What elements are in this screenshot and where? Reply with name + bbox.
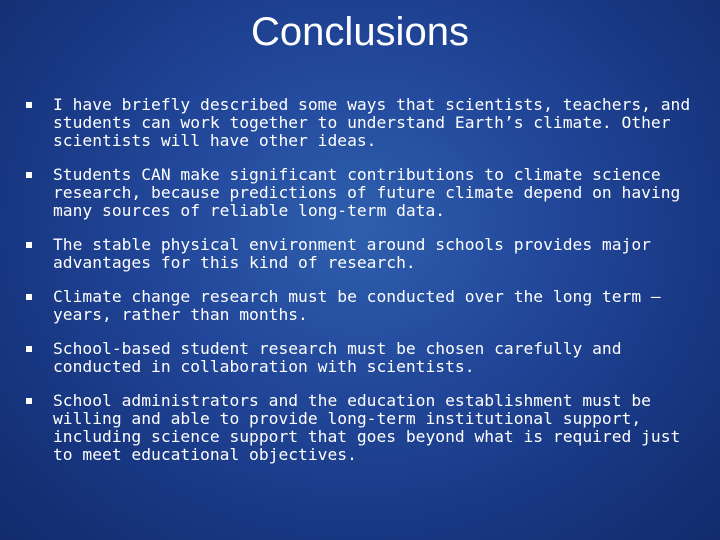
square-bullet-icon [26,346,32,352]
bullet-item [24,288,700,324]
bullet-text: Students CAN make significant contributions to climate science research, because predictions of future climate depend on having many sources of reliable long-term data. [53,165,681,220]
bullet-text: The stable physical environment around schools provides major advantages for this kind of research. [53,235,651,272]
bullet-item [24,96,700,150]
bullet-text: I have briefly described some ways that scientists, teachers, and students can work together to understand Earth’s climate. Other scientists will have other ideas. [53,95,691,150]
bullet-item [24,166,700,220]
bullet-text: School administrators and the education establishment must be willing and able to provide long-term institutional support, including science support that goes beyond what is required just to meet educational objectives. [53,391,681,464]
square-bullet-icon [26,294,32,300]
bullet-text: School-based student research must be chosen carefully and conducted in collaboration with scientists. [53,339,622,376]
bullet-item [24,236,700,272]
square-bullet-icon [26,242,32,248]
bullet-list [24,96,700,480]
slide-title: Conclusions [251,10,469,54]
bullet-text: Climate change research must be conducted over the long term – years, rather than months. [53,287,661,324]
bullet-item [24,340,700,376]
square-bullet-icon [26,102,32,108]
square-bullet-icon [26,172,32,178]
bullet-item [24,392,700,464]
square-bullet-icon [26,398,32,404]
